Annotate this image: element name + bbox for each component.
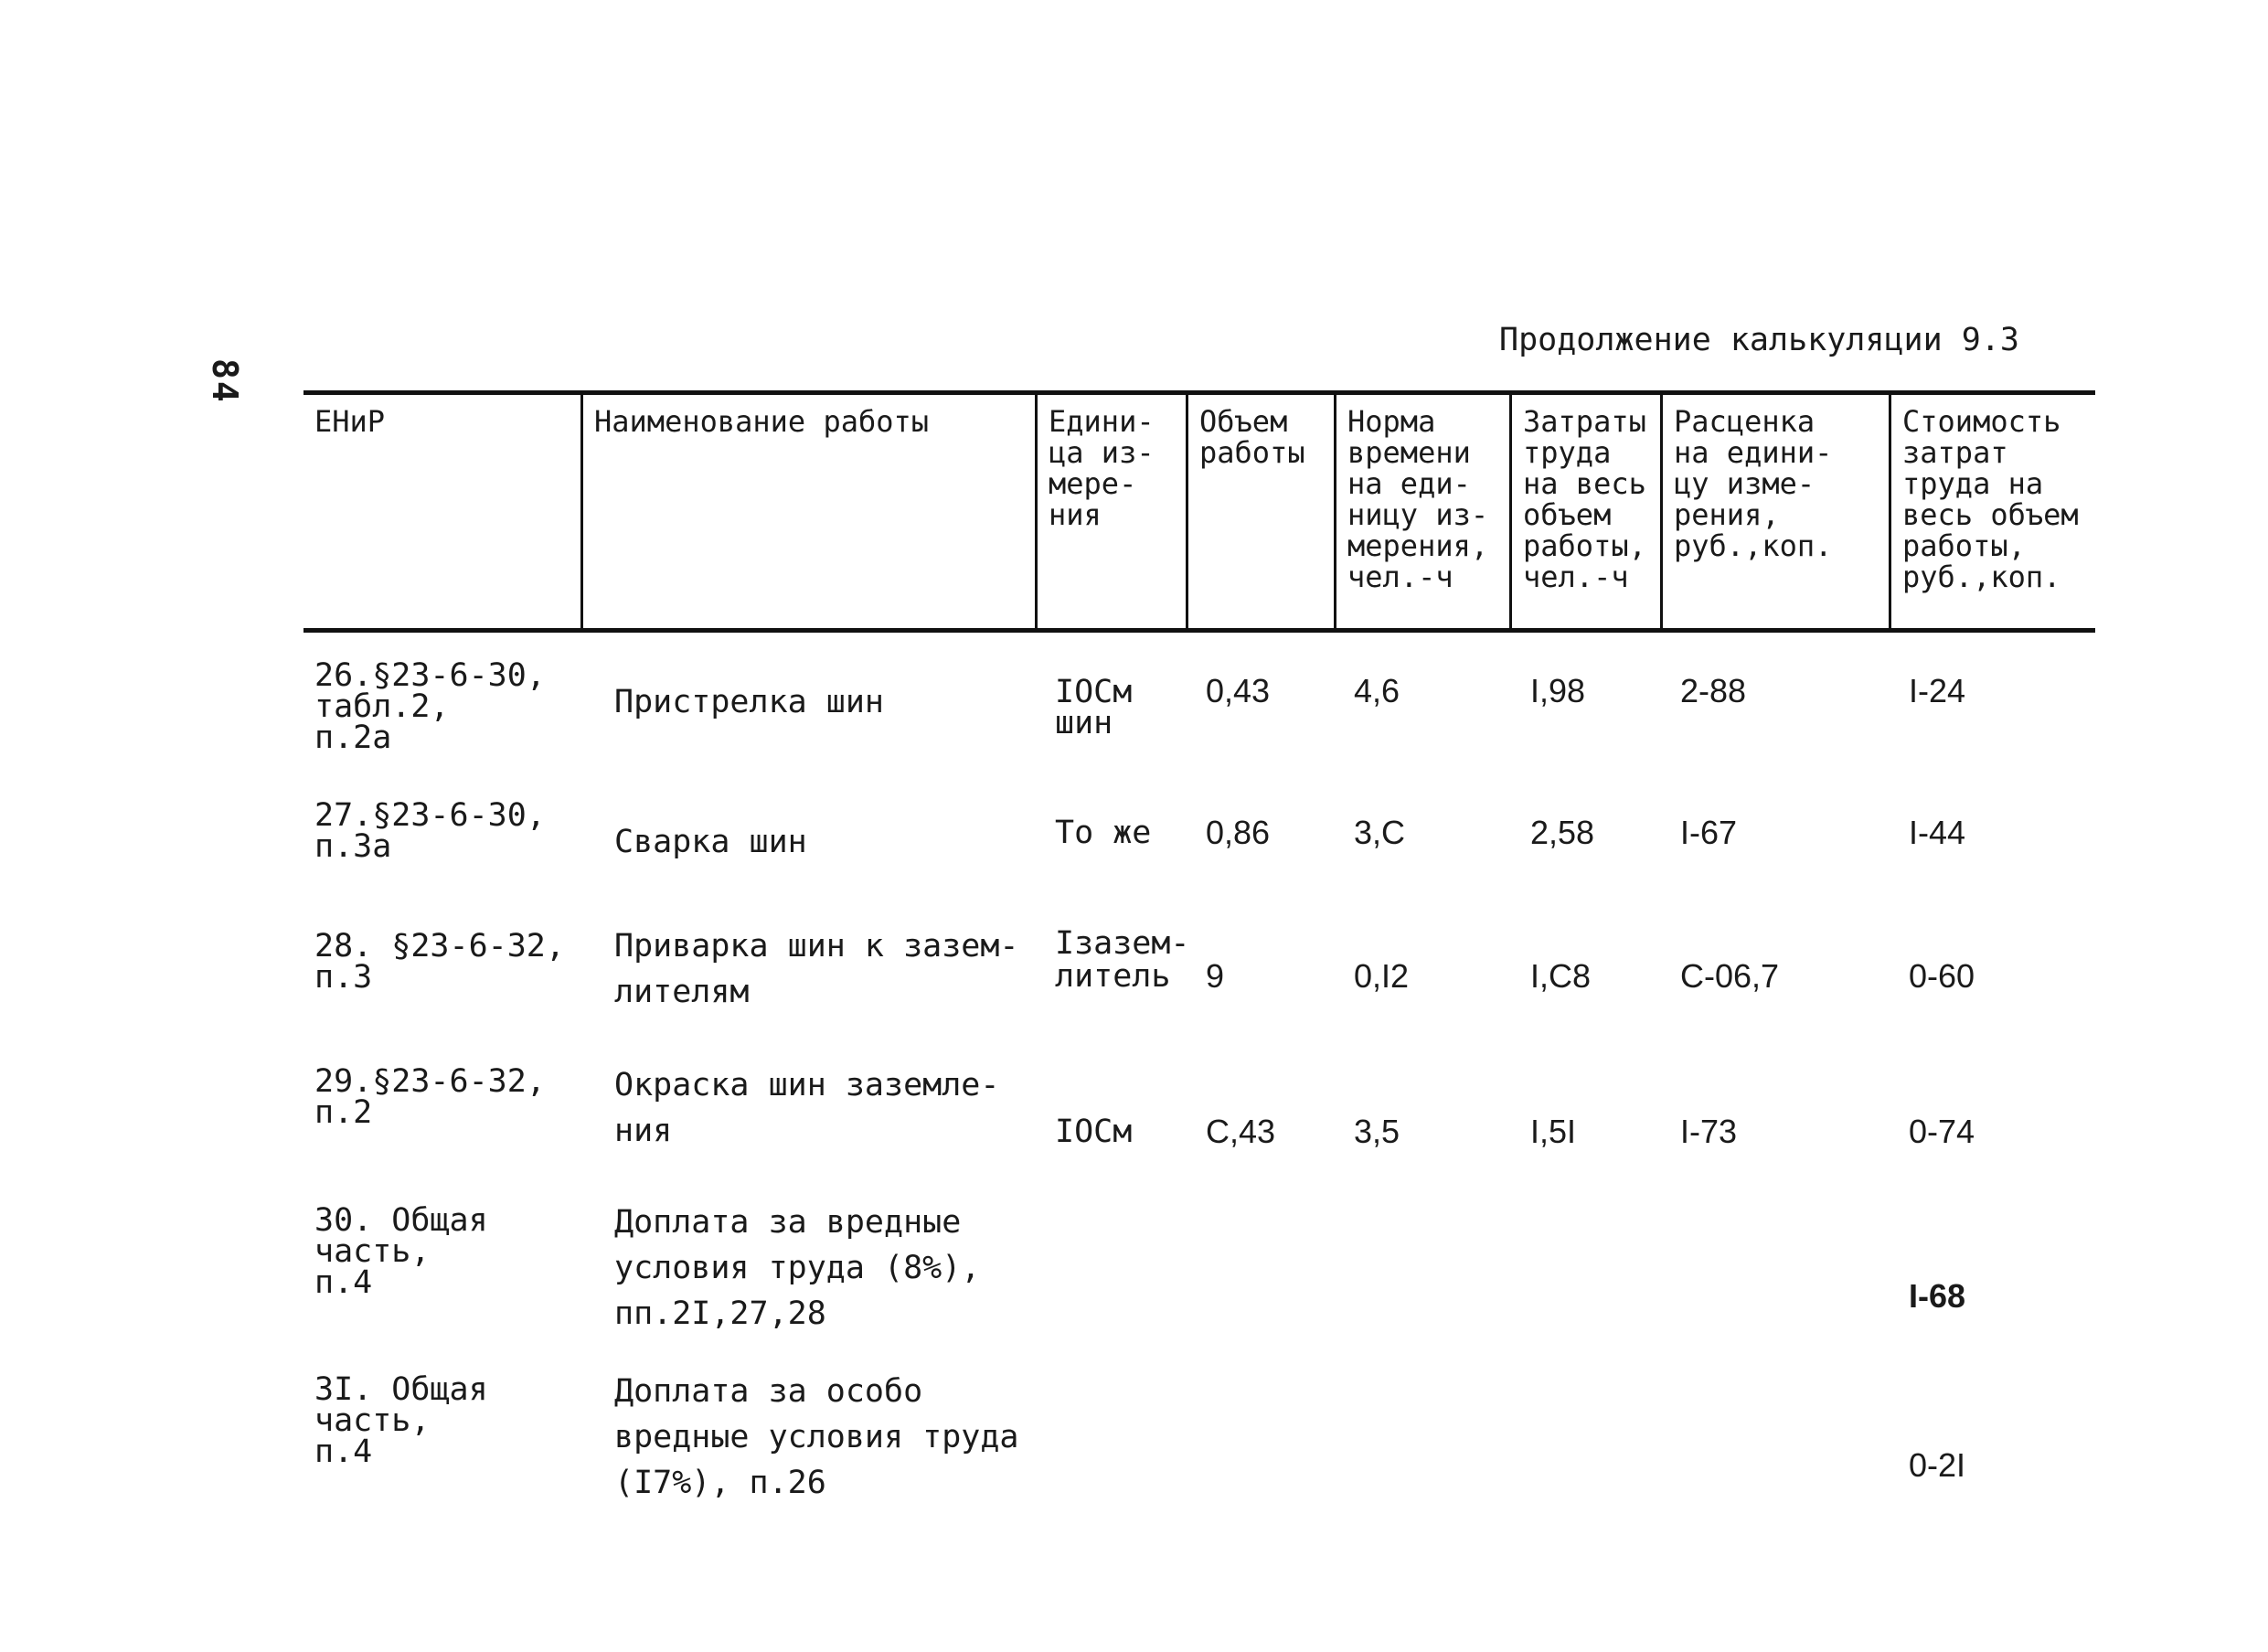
work-name: Доплата за вредные условия труда (8%), пп.2I,27,28 <box>614 1204 981 1332</box>
header-work-name: Наименование работы <box>580 395 1035 628</box>
enir-reference: 28. §23-6-32, п.3 <box>314 928 565 996</box>
total-cost: 0-60 <box>1909 957 1975 995</box>
time-norm: 4,6 <box>1354 672 1400 709</box>
header-total-cost: Стоимость затрат труда на весь объем работы, руб.,коп. <box>1889 395 2095 628</box>
table-header <box>303 390 2095 633</box>
time-norm: 3,5 <box>1354 1113 1400 1150</box>
unit: То же <box>1055 815 1152 851</box>
unit: IOCм шин <box>1055 674 1133 741</box>
work-name: Доплата за особо вредные условия труда (I7%), п.26 <box>614 1373 1019 1501</box>
unit: Iзазем- литель <box>1055 925 1190 995</box>
table-row <box>303 657 2095 779</box>
volume: 9 <box>1206 957 1225 995</box>
total-cost: 0-74 <box>1909 1113 1975 1150</box>
labor-cost: I,5I <box>1530 1113 1577 1150</box>
header-enir: ЕНиР <box>314 404 386 439</box>
labor-cost: I,98 <box>1530 672 1586 709</box>
rate: I-73 <box>1680 1113 1738 1150</box>
work-name: Приварка шин к зазем- лителям <box>614 928 1019 1010</box>
continuation-title: Продолжение калькуляции 9.3 <box>1499 322 2019 358</box>
total-cost: I-44 <box>1909 814 1966 851</box>
enir-reference: 26.§23-6-30, табл.2, п.2а <box>314 657 546 756</box>
volume: C,43 <box>1206 1113 1276 1150</box>
total-cost: I-24 <box>1909 672 1966 709</box>
enir-reference: 30. Общая часть, п.4 <box>314 1202 488 1301</box>
table-row <box>303 1062 2095 1181</box>
unit: IOCм <box>1055 1114 1133 1150</box>
time-norm: 0,I2 <box>1354 957 1410 995</box>
enir-reference: 27.§23-6-30, п.3а <box>314 797 546 865</box>
work-name: Сварка шин <box>614 824 807 860</box>
work-name: Окраска шин заземле- ния <box>614 1067 1000 1149</box>
header-volume: Объем работы <box>1186 395 1334 628</box>
header-rate: Расценка на едини- цу изме- рения, руб.,коп. <box>1660 395 1889 628</box>
work-name: Пристрелка шин <box>614 684 885 720</box>
time-norm: 3,C <box>1354 814 1406 851</box>
calculation-table <box>303 390 2095 1501</box>
table-row <box>303 797 2095 901</box>
table-row <box>303 1199 2095 1355</box>
labor-cost: I,C8 <box>1530 957 1592 995</box>
header-unit: Едини- ца из- мере- ния <box>1035 395 1186 628</box>
enir-reference: 3I. Общая часть, п.4 <box>314 1371 488 1470</box>
table-row <box>303 923 2095 1042</box>
labor-cost: 2,58 <box>1530 814 1595 851</box>
table-row <box>303 1369 2095 1524</box>
rate: 2-88 <box>1680 672 1747 709</box>
header-labor-cost: Затраты труда на весь объем работы, чел.-ч <box>1509 395 1660 628</box>
rate: I-67 <box>1680 814 1738 851</box>
volume: 0,86 <box>1206 814 1271 851</box>
total-cost: I-68 <box>1909 1277 1966 1315</box>
total-cost: 0-2I <box>1909 1446 1966 1484</box>
header-time-norm: Норма времени на еди- ницу из- мерения, чел.-ч <box>1334 395 1509 628</box>
page-number: 84 <box>205 358 245 404</box>
rate: C-06,7 <box>1680 957 1780 995</box>
enir-reference: 29.§23-6-32, п.2 <box>314 1063 546 1131</box>
volume: 0,43 <box>1206 672 1271 709</box>
